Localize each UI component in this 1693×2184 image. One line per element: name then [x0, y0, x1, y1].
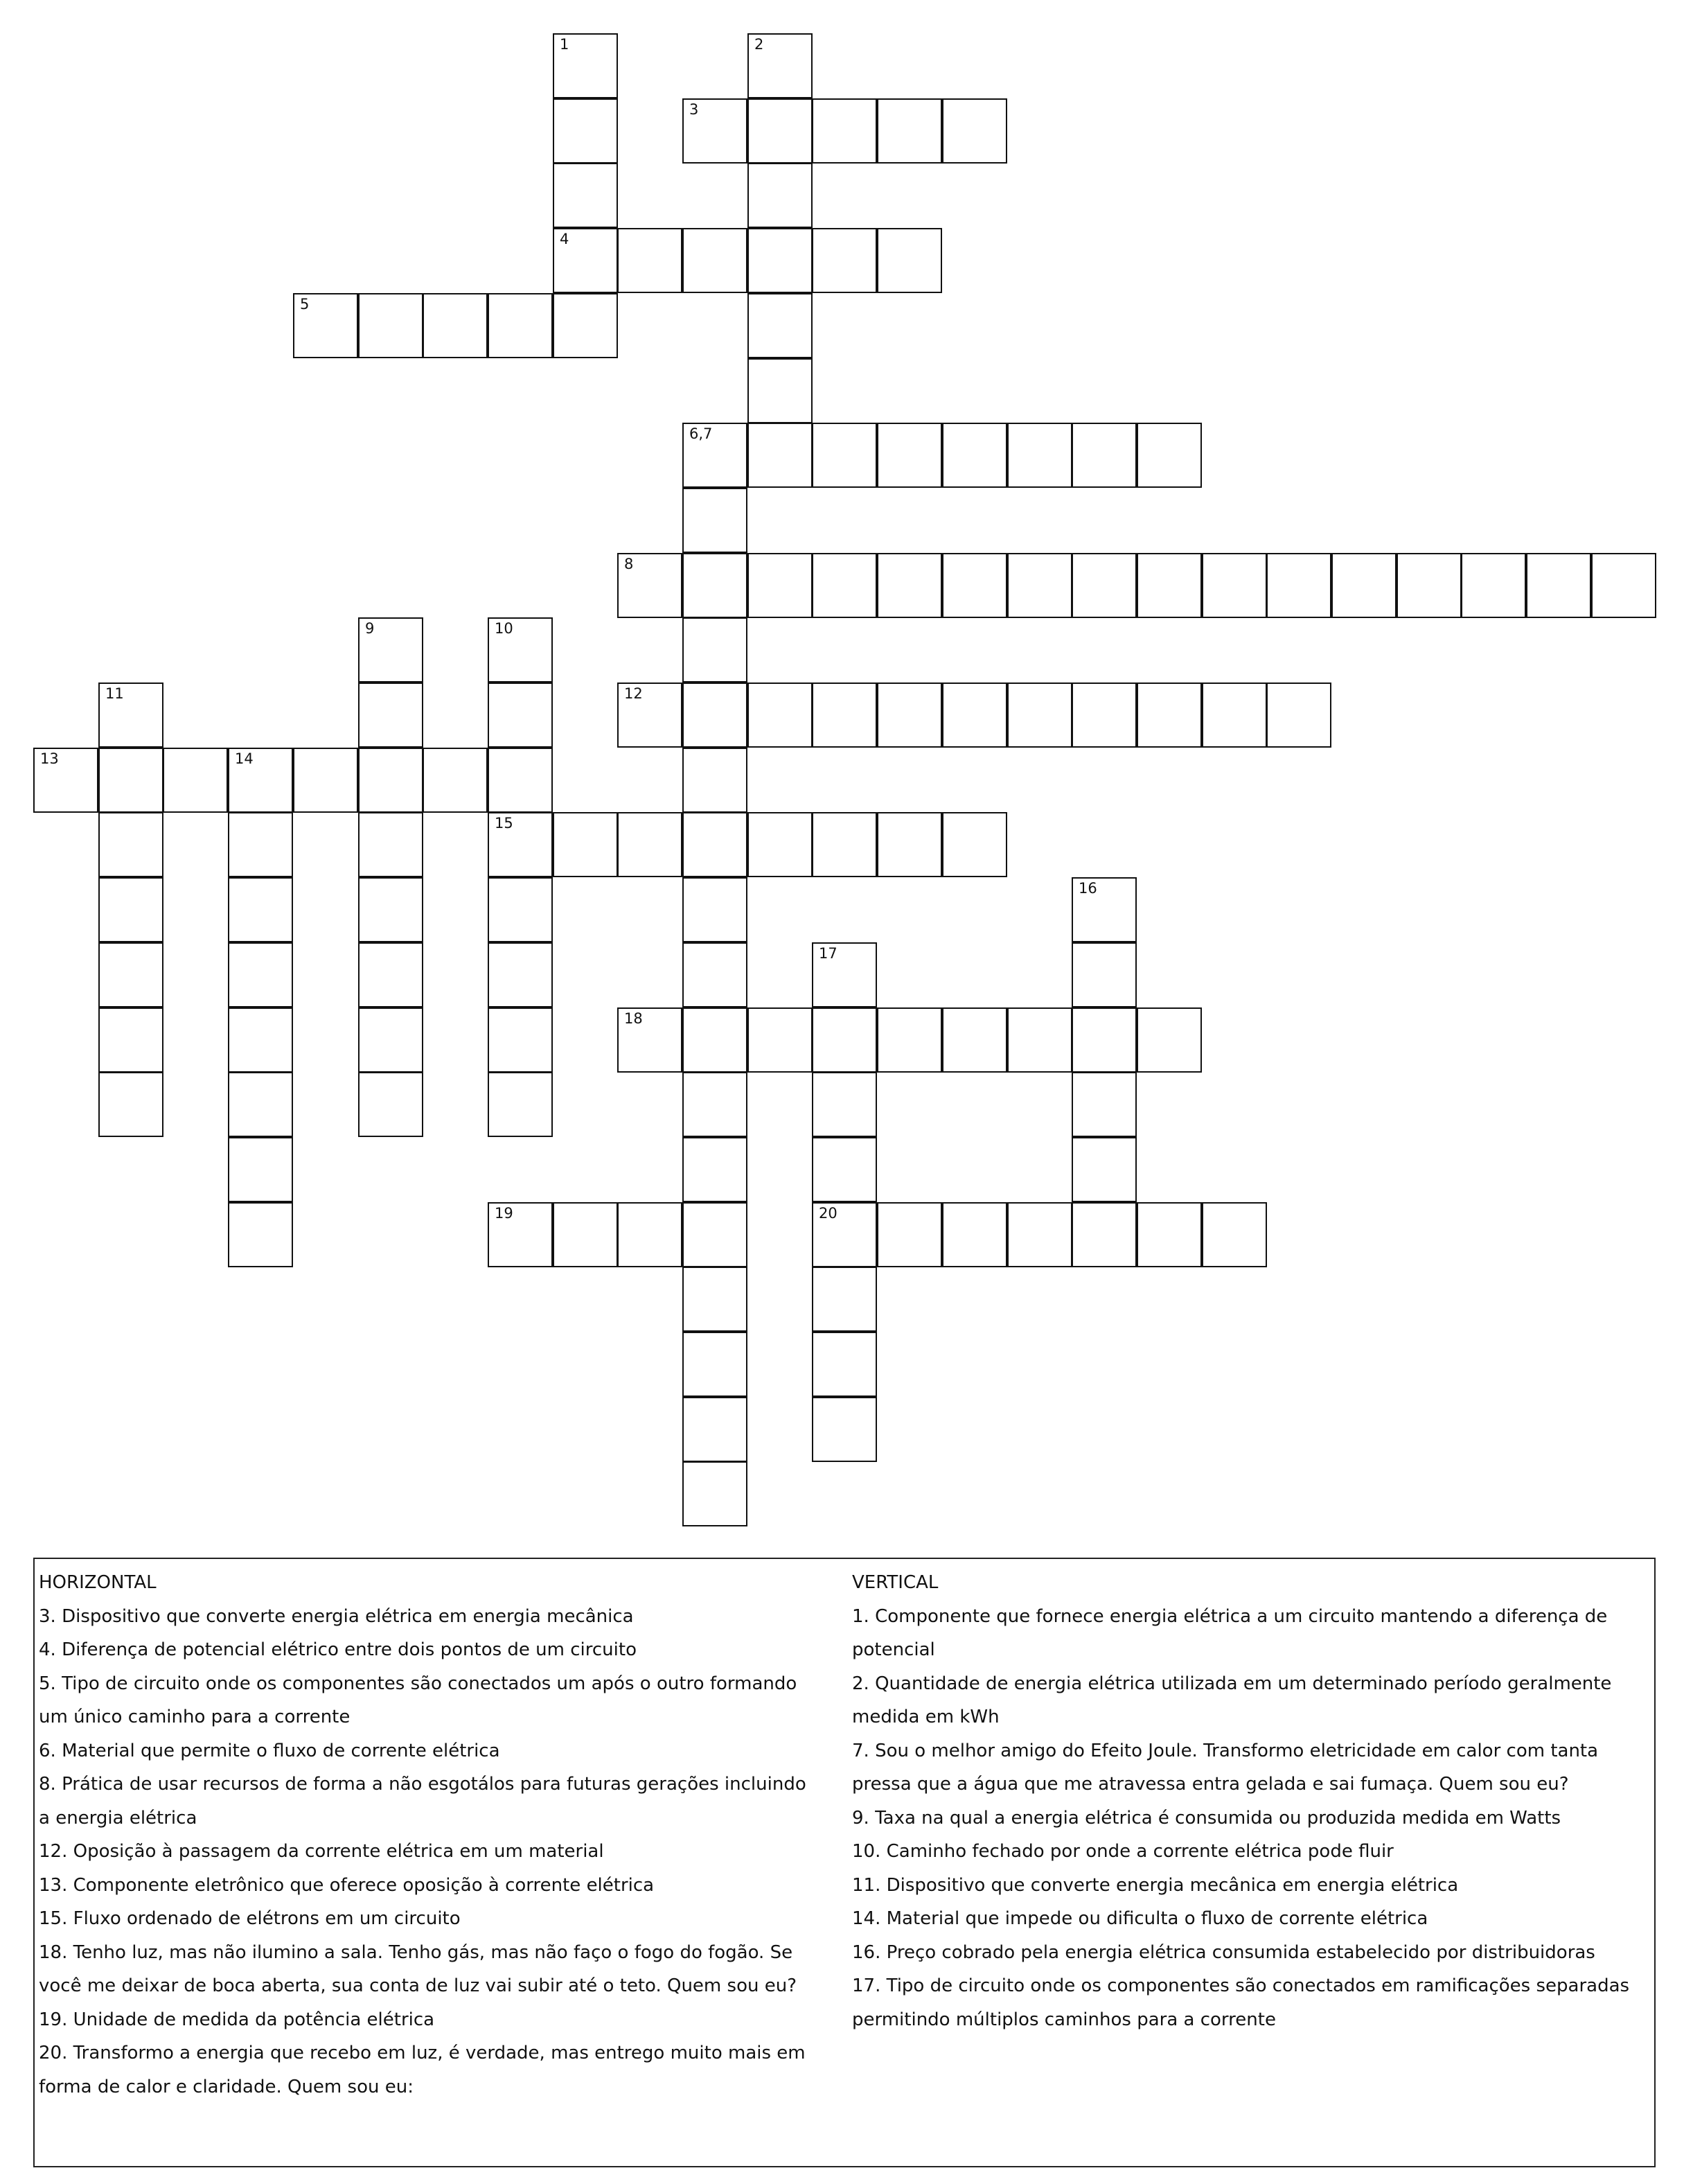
- grid-cell[interactable]: [942, 553, 1007, 618]
- grid-cell[interactable]: [488, 812, 553, 877]
- grid-cell[interactable]: [1072, 1202, 1137, 1267]
- grid-cell[interactable]: [682, 682, 747, 748]
- grid-cell[interactable]: [812, 423, 877, 488]
- grid-cell[interactable]: [877, 682, 942, 748]
- grid-cell[interactable]: [1526, 553, 1591, 618]
- grid-cell[interactable]: [942, 812, 1007, 877]
- grid-cell[interactable]: [1007, 682, 1072, 748]
- grid-cell[interactable]: [812, 1007, 877, 1073]
- vertical-clue-line: 9. Taxa na qual a energia elétrica é consumida ou produzida medida em Watts: [852, 1807, 1561, 1829]
- horizontal-clue-line: 13. Componente eletrônico que oferece oposição à corrente elétrica: [39, 1874, 655, 1896]
- grid-cell[interactable]: [1461, 553, 1526, 618]
- horizontal-clue-line: 19. Unidade de medida da potência elétrica: [39, 2009, 435, 2030]
- grid-cell[interactable]: [1072, 423, 1137, 488]
- grid-cell[interactable]: [812, 1072, 877, 1137]
- grid-cell[interactable]: [488, 1007, 553, 1073]
- grid-cell[interactable]: [488, 617, 553, 682]
- grid-cell[interactable]: [877, 553, 942, 618]
- grid-cell[interactable]: [617, 1202, 682, 1267]
- grid-cell[interactable]: [812, 1137, 877, 1202]
- grid-cell[interactable]: [747, 358, 813, 423]
- clue-number: 20: [819, 1205, 837, 1222]
- vertical-clue-line: 10. Caminho fechado por onde a corrente elétrica pode fluir: [852, 1841, 1394, 1862]
- grid-cell[interactable]: [747, 33, 813, 98]
- clue-number: 10: [495, 620, 513, 637]
- grid-cell[interactable]: [1137, 682, 1202, 748]
- grid-cell[interactable]: [682, 1007, 747, 1073]
- grid-cell[interactable]: [747, 812, 813, 877]
- grid-cell[interactable]: [358, 617, 423, 682]
- vertical-clue-list: [852, 1600, 1649, 2037]
- grid-cell[interactable]: [358, 877, 423, 942]
- grid-cell[interactable]: [228, 877, 293, 942]
- grid-cell[interactable]: [358, 682, 423, 748]
- horizontal-clue-list: [39, 1600, 835, 2104]
- grid-cell[interactable]: [682, 748, 747, 813]
- grid-cell[interactable]: [1331, 553, 1397, 618]
- grid-cell[interactable]: [488, 293, 553, 358]
- grid-cell[interactable]: [682, 812, 747, 877]
- grid-cell[interactable]: [98, 682, 163, 748]
- grid-cell[interactable]: [553, 33, 618, 98]
- grid-cell[interactable]: [877, 812, 942, 877]
- grid-cell[interactable]: [682, 1397, 747, 1462]
- grid-cell[interactable]: [682, 1072, 747, 1137]
- grid-cell[interactable]: [682, 1137, 747, 1202]
- grid-cell[interactable]: [228, 1072, 293, 1137]
- grid-cell[interactable]: [682, 228, 747, 293]
- grid-cell[interactable]: [553, 293, 618, 358]
- grid-cell[interactable]: [98, 1072, 163, 1137]
- grid-cell[interactable]: [358, 1072, 423, 1137]
- grid-cell[interactable]: [488, 682, 553, 748]
- grid-cell[interactable]: [747, 553, 813, 618]
- grid-cell[interactable]: [682, 98, 747, 164]
- grid-cell[interactable]: [1007, 423, 1072, 488]
- grid-cell[interactable]: [228, 1007, 293, 1073]
- horizontal-clue-line: 15. Fluxo ordenado de elétrons em um circuito: [39, 1908, 461, 1929]
- horizontal-clue-line: 12. Oposição à passagem da corrente elétrica em um material: [39, 1841, 604, 1862]
- grid-cell[interactable]: [1202, 1202, 1267, 1267]
- clue-number: 17: [819, 945, 837, 962]
- grid-cell[interactable]: [1072, 1072, 1137, 1137]
- clue-number: 15: [495, 815, 513, 831]
- vertical-clue-line: 17. Tipo de circuito onde os componentes são conectados em ramificações separadas: [852, 1975, 1630, 1996]
- clue-number: 5: [300, 296, 310, 312]
- vertical-heading: VERTICAL: [852, 1572, 939, 1593]
- grid-cell[interactable]: [98, 1007, 163, 1073]
- grid-cell[interactable]: [98, 942, 163, 1007]
- grid-cell[interactable]: [942, 1007, 1007, 1073]
- vertical-clue-line: 7. Sou o melhor amigo do Efeito Joule. Transformo eletricidade em calor com tanta: [852, 1740, 1599, 1761]
- vertical-clue-line: 16. Preço cobrado pela energia elétrica consumida estabelecido por distribuidoras: [852, 1941, 1595, 1963]
- grid-cell[interactable]: [33, 748, 98, 813]
- grid-cell[interactable]: [877, 98, 942, 164]
- grid-cell[interactable]: [812, 228, 877, 293]
- grid-cell[interactable]: [617, 228, 682, 293]
- horizontal-clue-line: você me deixar de boca aberta, sua conta de luz vai subir até o teto. Quem sou eu?: [39, 1975, 797, 1996]
- horizontal-clue-line: 4. Diferença de potencial elétrico entre dois pontos de um circuito: [39, 1639, 637, 1660]
- clue-number: 4: [560, 231, 569, 247]
- grid-cell[interactable]: [682, 942, 747, 1007]
- grid-cell[interactable]: [358, 1007, 423, 1073]
- grid-cell[interactable]: [747, 682, 813, 748]
- grid-cell[interactable]: [617, 1007, 682, 1073]
- grid-cell[interactable]: [1137, 1007, 1202, 1073]
- grid-cell[interactable]: [1007, 1007, 1072, 1073]
- grid-cell[interactable]: [553, 812, 618, 877]
- vertical-clue-line: 14. Material que impede ou dificulta o fluxo de corrente elétrica: [852, 1908, 1428, 1929]
- grid-cell[interactable]: [877, 1202, 942, 1267]
- grid-cell[interactable]: [682, 1267, 747, 1332]
- grid-cell[interactable]: [877, 423, 942, 488]
- grid-cell[interactable]: [812, 942, 877, 1007]
- grid-cell[interactable]: [1397, 553, 1462, 618]
- grid-cell[interactable]: [1072, 1137, 1137, 1202]
- vertical-clue-line: pressa que a água que me atravessa entra gelada e sai fumaça. Quem sou eu?: [852, 1774, 1569, 1795]
- grid-cell[interactable]: [1072, 1007, 1137, 1073]
- horizontal-clue-line: a energia elétrica: [39, 1807, 197, 1829]
- grid-cell[interactable]: [682, 877, 747, 942]
- grid-cell[interactable]: [98, 812, 163, 877]
- grid-cell[interactable]: [682, 617, 747, 682]
- grid-cell[interactable]: [682, 423, 747, 488]
- horizontal-clue-line: 3. Dispositivo que converte energia elétrica em energia mecânica: [39, 1605, 634, 1627]
- grid-cell[interactable]: [423, 748, 488, 813]
- grid-cell[interactable]: [1137, 423, 1202, 488]
- grid-cell[interactable]: [942, 1202, 1007, 1267]
- clue-number: 8: [624, 556, 634, 572]
- grid-cell[interactable]: [488, 748, 553, 813]
- grid-cell[interactable]: [293, 293, 358, 358]
- horizontal-clue-line: 6. Material que permite o fluxo de corrente elétrica: [39, 1740, 500, 1761]
- vertical-clue-line: 2. Quantidade de energia elétrica utilizada em um determinado período geralmente: [852, 1673, 1612, 1694]
- grid-cell[interactable]: [747, 423, 813, 488]
- horizontal-heading: HORIZONTAL: [39, 1572, 157, 1593]
- grid-cell[interactable]: [293, 748, 358, 813]
- vertical-clue-line: permitindo múltiplos caminhos para a corrente: [852, 2009, 1276, 2030]
- grid-cell[interactable]: [553, 1202, 618, 1267]
- grid-cell[interactable]: [682, 488, 747, 553]
- horizontal-clue-line: 20. Transformo a energia que recebo em luz, é verdade, mas entrego muito mais em: [39, 2043, 806, 2063]
- vertical-clue-line: 11. Dispositivo que converte energia mecânica em energia elétrica: [852, 1874, 1459, 1896]
- vertical-clue-line: potencial: [852, 1639, 935, 1660]
- grid-cell[interactable]: [1266, 553, 1331, 618]
- grid-cell[interactable]: [488, 942, 553, 1007]
- grid-cell[interactable]: [553, 228, 618, 293]
- grid-cell[interactable]: [1202, 682, 1267, 748]
- grid-cell[interactable]: [747, 98, 813, 164]
- vertical-clue-line: medida em kWh: [852, 1707, 1000, 1727]
- clue-number: 6,7: [689, 425, 713, 442]
- grid-cell[interactable]: [812, 812, 877, 877]
- clue-number: 2: [754, 36, 764, 53]
- grid-cell[interactable]: [1072, 682, 1137, 748]
- grid-cell[interactable]: [1202, 553, 1267, 618]
- horizontal-clues: [39, 1566, 835, 2104]
- grid-cell[interactable]: [877, 228, 942, 293]
- grid-cell[interactable]: [812, 682, 877, 748]
- clue-number: 11: [105, 685, 124, 702]
- grid-cell[interactable]: [812, 1332, 877, 1397]
- grid-cell[interactable]: [488, 1202, 553, 1267]
- grid-cell[interactable]: [812, 1397, 877, 1462]
- grid-cell[interactable]: [98, 877, 163, 942]
- grid-cell[interactable]: [682, 1202, 747, 1267]
- grid-cell[interactable]: [1591, 553, 1656, 618]
- grid-cell[interactable]: [1072, 942, 1137, 1007]
- grid-cell[interactable]: [747, 163, 813, 228]
- horizontal-clue-line: um único caminho para a corrente: [39, 1707, 351, 1727]
- grid-cell[interactable]: [617, 812, 682, 877]
- grid-cell[interactable]: [682, 553, 747, 618]
- grid-cell[interactable]: [942, 682, 1007, 748]
- horizontal-clue-line: 5. Tipo de circuito onde os componentes são conectados um após o outro formando: [39, 1673, 797, 1694]
- grid-cell[interactable]: [1137, 1202, 1202, 1267]
- grid-cell[interactable]: [423, 293, 488, 358]
- grid-cell[interactable]: [228, 748, 293, 813]
- grid-cell[interactable]: [617, 682, 682, 748]
- clue-number: 12: [624, 685, 643, 702]
- grid-cell[interactable]: [1007, 553, 1072, 618]
- grid-cell[interactable]: [1072, 877, 1137, 942]
- grid-cell[interactable]: [747, 228, 813, 293]
- grid-cell[interactable]: [228, 942, 293, 1007]
- grid-cell[interactable]: [358, 293, 423, 358]
- grid-cell[interactable]: [812, 1267, 877, 1332]
- grid-cell[interactable]: [228, 1137, 293, 1202]
- grid-cell[interactable]: [228, 812, 293, 877]
- grid-cell[interactable]: [942, 98, 1007, 164]
- vertical-clues: [852, 1566, 1649, 2036]
- grid-cell[interactable]: [488, 877, 553, 942]
- grid-cell[interactable]: [163, 748, 228, 813]
- clue-number: 18: [624, 1010, 643, 1027]
- grid-cell[interactable]: [877, 1007, 942, 1073]
- grid-cell[interactable]: [553, 163, 618, 228]
- grid-cell[interactable]: [1137, 553, 1202, 618]
- grid-cell[interactable]: [747, 1007, 813, 1073]
- grid-cell[interactable]: [358, 748, 423, 813]
- clue-number: 13: [40, 750, 59, 767]
- grid-cell[interactable]: [812, 98, 877, 164]
- grid-cell[interactable]: [942, 423, 1007, 488]
- grid-cell[interactable]: [682, 1461, 747, 1526]
- grid-cell[interactable]: [617, 553, 682, 618]
- grid-cell[interactable]: [812, 1202, 877, 1267]
- horizontal-clue-line: forma de calor e claridade. Quem sou eu:: [39, 2076, 414, 2097]
- clues-box: [33, 1558, 1656, 2167]
- clue-number: 16: [1079, 880, 1097, 897]
- grid-cell[interactable]: [358, 942, 423, 1007]
- grid-cell[interactable]: [682, 1332, 747, 1397]
- horizontal-clue-line: 8. Prática de usar recursos de forma a não esgotálos para futuras gerações incluindo: [39, 1774, 806, 1795]
- clue-number: 14: [235, 750, 254, 767]
- grid-cell[interactable]: [1072, 553, 1137, 618]
- vertical-clue-line: 1. Componente que fornece energia elétrica a um circuito mantendo a diferença de: [852, 1605, 1608, 1627]
- grid-cell[interactable]: [812, 553, 877, 618]
- clue-number: 19: [495, 1205, 513, 1222]
- grid-cell[interactable]: [1007, 1202, 1072, 1267]
- horizontal-clue-line: 18. Tenho luz, mas não ilumino a sala. Tenho gás, mas não faço o fogo do fogão. Se: [39, 1941, 793, 1963]
- grid-cell[interactable]: [98, 748, 163, 813]
- clue-number: 1: [560, 36, 569, 53]
- grid-cell[interactable]: [1266, 682, 1331, 748]
- grid-cell[interactable]: [358, 812, 423, 877]
- grid-cell[interactable]: [228, 1202, 293, 1267]
- clue-number: 3: [689, 101, 699, 118]
- grid-cell[interactable]: [488, 1072, 553, 1137]
- clue-number: 9: [365, 620, 375, 637]
- grid-cell[interactable]: [747, 293, 813, 358]
- grid-cell[interactable]: [553, 98, 618, 164]
